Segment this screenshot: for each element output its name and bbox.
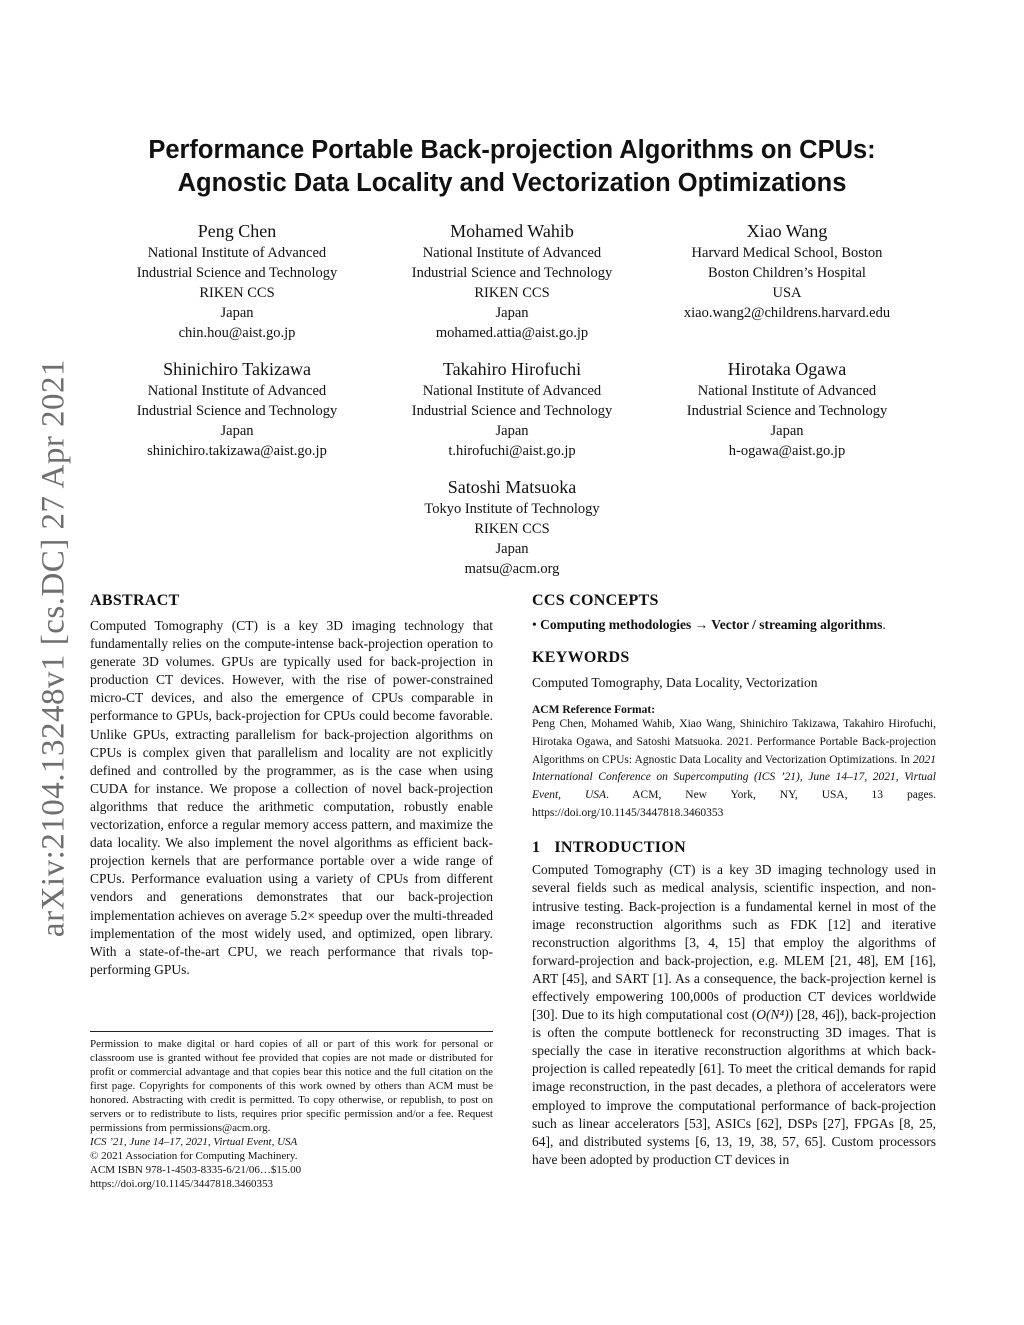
author-affiliation: Tokyo Institute of Technology xyxy=(424,501,600,517)
doi-link[interactable]: https://doi.org/10.1145/3447818.3460353 xyxy=(90,1178,274,1190)
author-affiliation: Industrial Science and Technology xyxy=(411,403,613,419)
keywords-heading: KEYWORDS xyxy=(532,649,630,666)
author-name: Peng Chen xyxy=(197,221,277,241)
author-email: shinichiro.takizawa@aist.go.jp xyxy=(147,443,327,459)
author-block xyxy=(102,359,372,461)
author-affiliation: Japan xyxy=(770,423,804,439)
conference-venue: ICS ’21, June 14–17, 2021, Virtual Event, USA xyxy=(90,1136,298,1148)
author-affiliation: Boston Children’s Hospital xyxy=(708,265,866,281)
author-name: Satoshi Matsuoka xyxy=(447,477,577,497)
author-affiliation: USA xyxy=(772,285,802,301)
author-block xyxy=(102,221,372,343)
abstract-heading: ABSTRACT xyxy=(90,592,180,609)
author-name: Shinichiro Takizawa xyxy=(163,359,311,379)
author-affiliation: Japan xyxy=(220,305,254,321)
author-name: Mohamed Wahib xyxy=(450,221,574,241)
author-email: xiao.wang2@childrens.harvard.edu xyxy=(683,305,891,321)
author-affiliation: Japan xyxy=(495,305,529,321)
author-email: h-ogawa@aist.go.jp xyxy=(728,443,846,459)
title-line-1: Performance Portable Back-projection Algorithms on CPUs: xyxy=(148,136,876,164)
copyright-block xyxy=(90,1037,493,1191)
author-email: t.hirofuchi@aist.go.jp xyxy=(448,443,576,459)
paper-title xyxy=(0,134,1024,200)
intro-text-part-2: ) [28, 46]), back-projection is often the compute bottleneck for reconstructing 3D images. That is specially the case in iterative reconstruction algorithms at which back-projection is called repeatedly [61]. To meet the critical demands for rapid image reconstruction, in the past decades, a plethora of accelerators were employed to improve the computational performance of back-projection such as linear accelerators [53], ASICs [62], DSPs [27], FPGAs [8, 25, 64], and distributed systems [6, 13, 19, 38, 57, 65]. Custom processors have been adopted by production CT devices in xyxy=(532,1007,936,1167)
author-affiliation: RIKEN CCS xyxy=(474,521,550,537)
acm-ref-rest: . ACM, New York, NY, USA, 13 pages. https://doi.org/10.1145/3447818.3460353 xyxy=(532,788,937,819)
author-name: Xiao Wang xyxy=(746,221,828,241)
author-affiliation: Japan xyxy=(220,423,254,439)
ccs-heading: CCS CONCEPTS xyxy=(532,592,659,609)
author-block xyxy=(377,477,647,579)
right-column xyxy=(532,592,936,1169)
section-title: INTRODUCTION xyxy=(554,839,686,857)
author-block xyxy=(377,221,647,343)
author-affiliation: Harvard Medical School, Boston xyxy=(691,245,883,261)
abstract-section xyxy=(90,592,493,979)
author-affiliation: RIKEN CCS xyxy=(199,285,275,301)
author-affiliation: Industrial Science and Technology xyxy=(686,403,888,419)
author-block xyxy=(377,359,647,461)
author-name: Hirotaka Ogawa xyxy=(727,359,847,379)
author-block xyxy=(652,221,922,323)
intro-heading xyxy=(532,839,936,857)
author-affiliation: Japan xyxy=(495,541,529,557)
copyright-line: © 2021 Association for Computing Machinery. xyxy=(90,1150,298,1162)
author-affiliation: National Institute of Advanced xyxy=(422,245,602,261)
author-affiliation: Japan xyxy=(495,423,529,439)
author-affiliation: National Institute of Advanced xyxy=(147,245,327,261)
author-affiliation: RIKEN CCS xyxy=(474,285,550,301)
intro-text xyxy=(532,861,936,1169)
acm-ref-authors: Peng Chen, Mohamed Wahib, Xiao Wang, Shinichiro Takizawa, Takahiro Hirofuchi, Hirotaka Ogawa, and Satoshi Matsuoka. 2021. Performance Portable Back-projection Algorithms on CPUs: Agnostic Data Locality and Vectorization Optimizations. In xyxy=(532,718,936,766)
intro-text-part-1: Computed Tomography (CT) is a key 3D imaging technology used in several fields such as medical analysis, scientific inspection, and non-intrusive testing. Back-projection is a fundamental kernel in most of the image reconstruction algorithms such as FDK [12] and iterative reconstruction algorithms [3, 4, 15] that employ the algorithms of forward-projection and back-projection, e.g. MLEM [21, 48], EM [16], ART [45], and SART [1]. As a consequence, the back-projection kernel is effectively empowering 100,000s of production CT devices worldwide [30]. Due to its high computational cost ( xyxy=(532,862,936,1023)
author-name: Takahiro Hirofuchi xyxy=(442,359,582,379)
author-affiliation: Industrial Science and Technology xyxy=(411,265,613,281)
ccs-period: . xyxy=(882,617,886,632)
author-email: matsu@acm.org xyxy=(464,561,560,577)
author-affiliation: Industrial Science and Technology xyxy=(136,265,338,281)
section-number: 1 xyxy=(532,839,541,857)
ccs-bullet: • xyxy=(532,617,537,632)
permission-notice: Permission to make digital or hard copies of all or part of this work for personal or classroom use is granted without fee provided that copies are not made or distributed for profit or commercial advantage and that copies bear this notice and the full citation on the first page. Copyrights for components of this work owned by others than ACM must be honored. Abstracting with credit is permitted. To copy otherwise, or republish, to post on servers or to redistribute to lists, requires prior specific permission and/or a fee. Request permissions from permissions@acm.org. xyxy=(90,1038,493,1134)
footnote-divider xyxy=(90,1031,493,1032)
author-affiliation: Industrial Science and Technology xyxy=(136,403,338,419)
author-block xyxy=(652,359,922,461)
acm-ref-venue: 2021 International Conference on Supercomputing (ICS ’21), June 14–17, 2021, Virtual Event, USA xyxy=(532,753,936,801)
acm-ref-heading: ACM Reference Format: xyxy=(532,704,656,717)
acm-ref-body xyxy=(532,716,936,822)
keywords-text: Computed Tomography, Data Locality, Vectorization xyxy=(532,675,818,690)
author-email: mohamed.attia@aist.go.jp xyxy=(435,325,589,341)
author-affiliation: National Institute of Advanced xyxy=(697,383,877,399)
abstract-text: Computed Tomography (CT) is a key 3D imaging technology that fundamentally relies on the compute-intense back-projection operation to generate 3D volumes. GPUs are typically used for back-projection in production CT devices. However, with the rise of power-constrained micro-CT devices, and also the emergence of CPUs comparable in performance to GPUs, back-projection for CPUs could become favorable. Unlike GPUs, extracting parallelism for back-projection algorithms on CPUs is complex given that parallelism and locality are not explicitly defined and controlled by the programmer, as is the case when using CUDA for instance. We propose a collection of novel back-projection algorithms that reduce the arithmetic computation, robustly enable vectorization, enforce a regular memory access pattern, and maximize the data locality. We also implement the novel algorithms as efficient back-projection kernels that are performance portable over a wide range of CPUs. Performance evaluation using a variety of CPUs from different vendors and generations demonstrates that our back-projection implementation achieves on average 5.2× speedup over the multi-threaded implementation of the most widely used, and optimized, open library. With a state-of-the-art CPU, we reach performance that rivals top-performing GPUs. xyxy=(90,618,493,977)
ccs-concepts xyxy=(532,617,936,633)
author-affiliation: National Institute of Advanced xyxy=(422,383,602,399)
author-email: chin.hou@aist.go.jp xyxy=(178,325,296,341)
isbn-line: ACM ISBN 978-1-4503-8335-6/21/06…$15.00 xyxy=(90,1164,302,1176)
author-affiliation: National Institute of Advanced xyxy=(147,383,327,399)
complexity-formula: O(N⁴) xyxy=(756,1007,789,1023)
arxiv-identifier: arXiv:2104.13248v1 [cs.DC] 27 Apr 2021 xyxy=(35,358,72,938)
ccs-concept-text: Computing methodologies → Vector / streaming algorithms xyxy=(540,617,883,632)
title-line-2: Agnostic Data Locality and Vectorization Optimizations xyxy=(177,169,847,197)
